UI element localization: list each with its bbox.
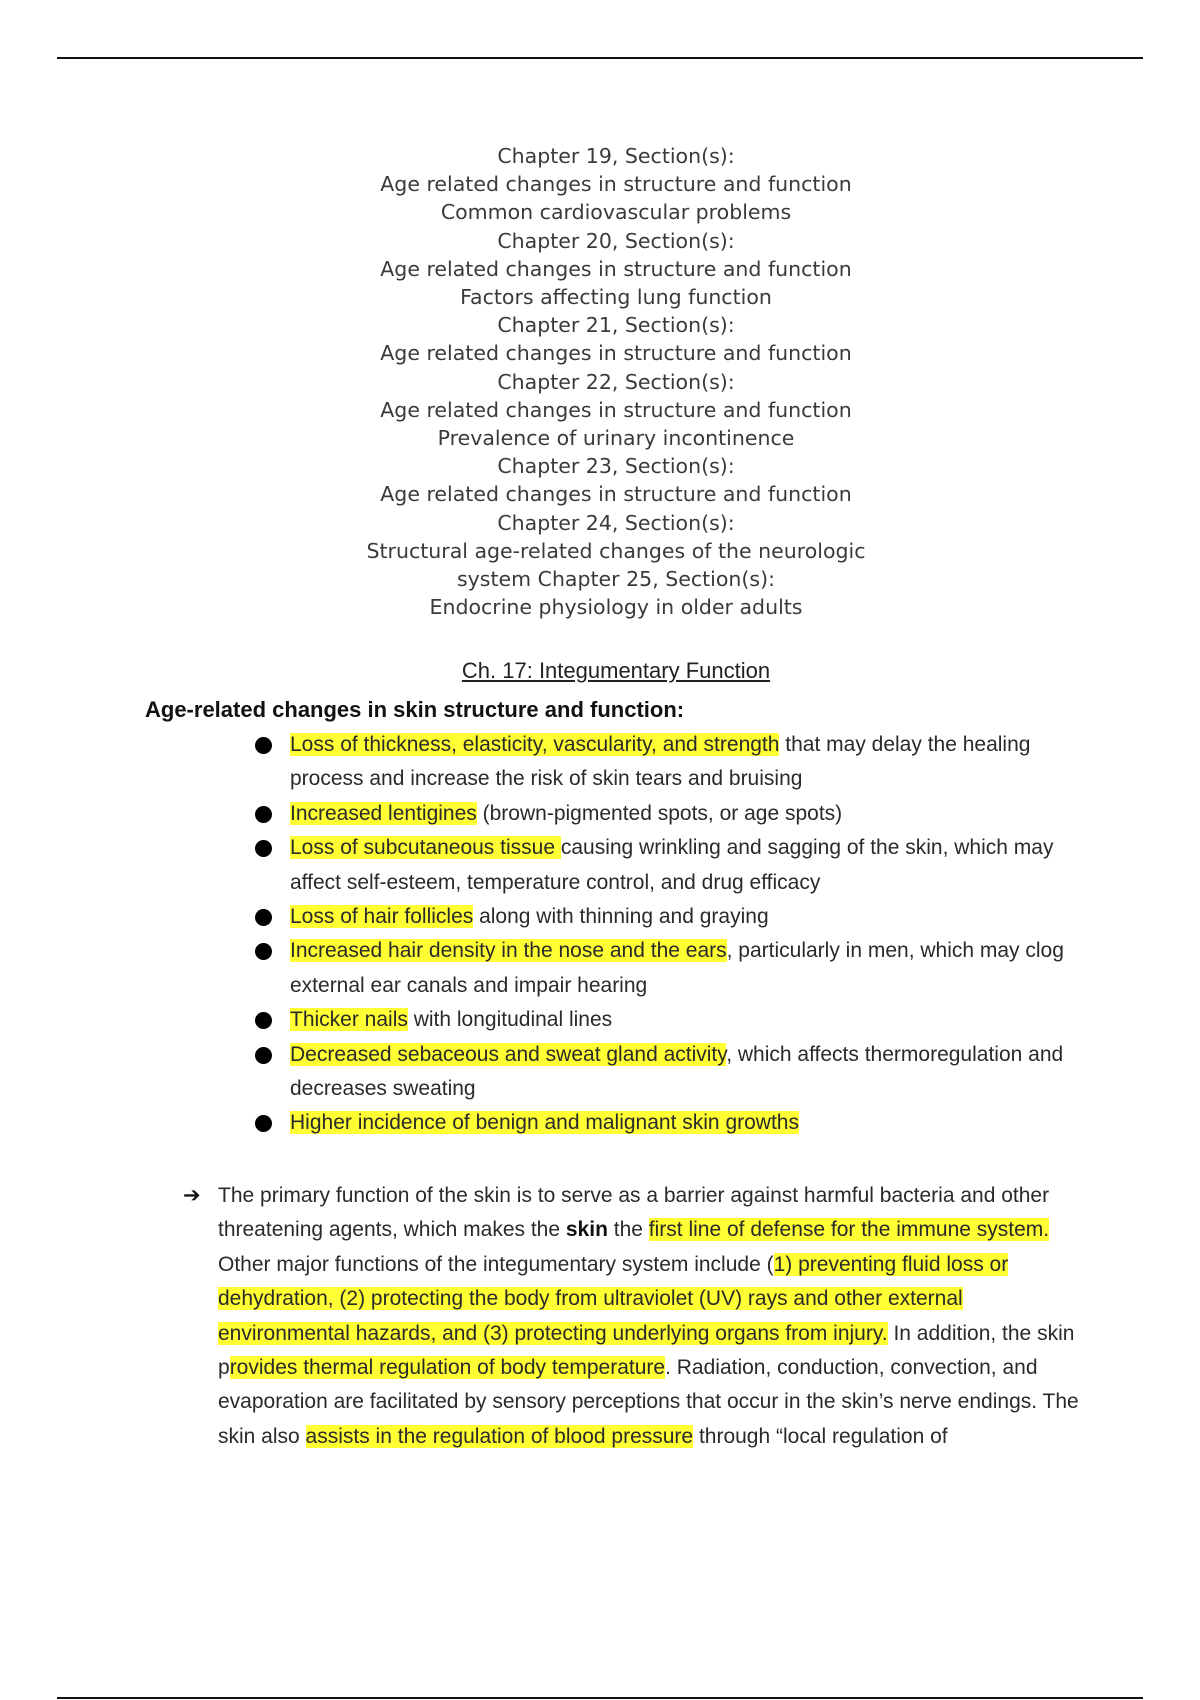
toc-line: Chapter 19, Section(s):	[497, 144, 735, 168]
highlighted-text: Increased hair density in the nose and the ears	[290, 939, 727, 963]
highlighted-text: Higher incidence of benign and malignant skin growths	[290, 1111, 799, 1135]
text-run: The primary function of the skin is to serve as a barrier against harmful bacteria and other threatening agents, which makes the	[218, 1184, 1050, 1242]
toc-line: Age related changes in structure and function	[380, 482, 852, 507]
toc-line: system Chapter 25, Section(s):	[457, 567, 775, 592]
paragraph-text	[218, 1179, 1083, 1454]
top-rule	[57, 57, 1143, 59]
highlighted-text: Decreased sebaceous and sweat gland activity	[290, 1042, 727, 1066]
text-run: Other major functions of the integumentary system include (	[218, 1252, 774, 1276]
highlighted-text: Increased lentigines	[290, 801, 477, 825]
list-item	[255, 797, 1075, 831]
toc-line: Age related changes in structure and function	[380, 172, 852, 197]
toc-line: Age related changes in structure and function	[380, 341, 852, 366]
bullet-dot-icon	[255, 1047, 272, 1064]
toc-line: Chapter 20, Section(s):	[497, 228, 735, 253]
text-run: the	[607, 1218, 649, 1242]
highlighted-text: rovides thermal regulation of body temperature	[229, 1356, 666, 1380]
highlighted-text: Thicker nails	[290, 1008, 408, 1032]
item-text: , particularly in men, which may clog external ear canals and impair hearing	[290, 939, 1064, 997]
bottom-rule	[57, 1697, 1143, 1699]
bullet-dot-icon	[255, 806, 272, 823]
chapter-sections-list	[0, 142, 1200, 621]
text-run: . Radiation, conduction, convection, and evaporation are facilitated by sensory perceptions that occur in the skin’s nerve endings. The skin also	[218, 1356, 1079, 1448]
toc-line: Prevalence of urinary incontinence	[437, 426, 795, 451]
toc-line: Structural age-related changes of the neurologic	[366, 538, 866, 563]
chapter-heading-text: Ch. 17: Integumentary Function	[461, 658, 771, 683]
toc-line: Common cardiovascular problems	[440, 200, 792, 225]
highlighted-text: Loss of subcutaneous tissue	[290, 836, 561, 860]
bullet-dot-icon	[255, 909, 272, 926]
toc-line: Age related changes in structure and function	[380, 256, 852, 281]
toc-line: Chapter 23, Section(s):	[497, 454, 735, 479]
bullet-dot-icon	[255, 840, 272, 857]
toc-line: Endocrine physiology in older adults	[429, 595, 803, 620]
item-text: causing wrinkling and sagging of the skin, which may affect self-esteem, temperature control, and drug efficacy	[290, 836, 1054, 894]
toc-line: Age related changes in structure and function	[380, 397, 852, 422]
toc-line: Chapter 22, Section(s):	[497, 369, 735, 394]
bold-term: skin	[565, 1218, 608, 1242]
highlighted-text: Loss of hair follicles	[290, 905, 474, 929]
list-item	[255, 1106, 1075, 1140]
arrow-right-icon: ➔	[183, 1184, 201, 1207]
highlighted-text: assists in the regulation of blood pressure	[305, 1424, 694, 1448]
skin-function-paragraph	[183, 1179, 1083, 1454]
list-item	[255, 1003, 1075, 1037]
bullet-dot-icon	[255, 1115, 272, 1132]
item-text: that may delay the healing process and increase the risk of skin tears and bruising	[290, 733, 1031, 791]
text-run: In addition, the skin p	[218, 1321, 1075, 1380]
list-item	[255, 728, 1075, 797]
highlighted-text: 1) preventing fluid loss or dehydration, (2) protecting the body from ultraviolet (UV) rays and other external environmental hazards, and (3) protecting underlying organs from injury.	[218, 1252, 1009, 1345]
item-text: , which affects thermoregulation and decreases sweating	[290, 1042, 1064, 1101]
chapter-heading	[0, 657, 1200, 685]
section-heading: Age-related changes in skin structure and function:	[145, 697, 685, 722]
list-item	[255, 1038, 1075, 1107]
age-changes-list	[255, 728, 1075, 1141]
toc-line: Chapter 21, Section(s):	[497, 313, 735, 338]
item-text: (brown-pigmented spots, or age spots)	[476, 801, 843, 825]
list-item	[255, 900, 1075, 934]
bullet-dot-icon	[255, 737, 272, 754]
bullet-dot-icon	[255, 1012, 272, 1029]
toc-line: Factors affecting lung function	[460, 285, 772, 310]
highlighted-text: Loss of thickness, elasticity, vascularity, and strength	[290, 733, 780, 756]
text-run: through “local regulation of	[693, 1424, 948, 1448]
list-item	[255, 831, 1075, 900]
list-item	[255, 934, 1075, 1003]
bullet-dot-icon	[255, 943, 272, 960]
highlighted-text: first line of defense for the immune system.	[648, 1218, 1050, 1242]
toc-line: Chapter 24, Section(s):	[497, 510, 735, 535]
item-text: with longitudinal lines	[407, 1008, 613, 1032]
item-text: along with thinning and graying	[473, 905, 769, 929]
